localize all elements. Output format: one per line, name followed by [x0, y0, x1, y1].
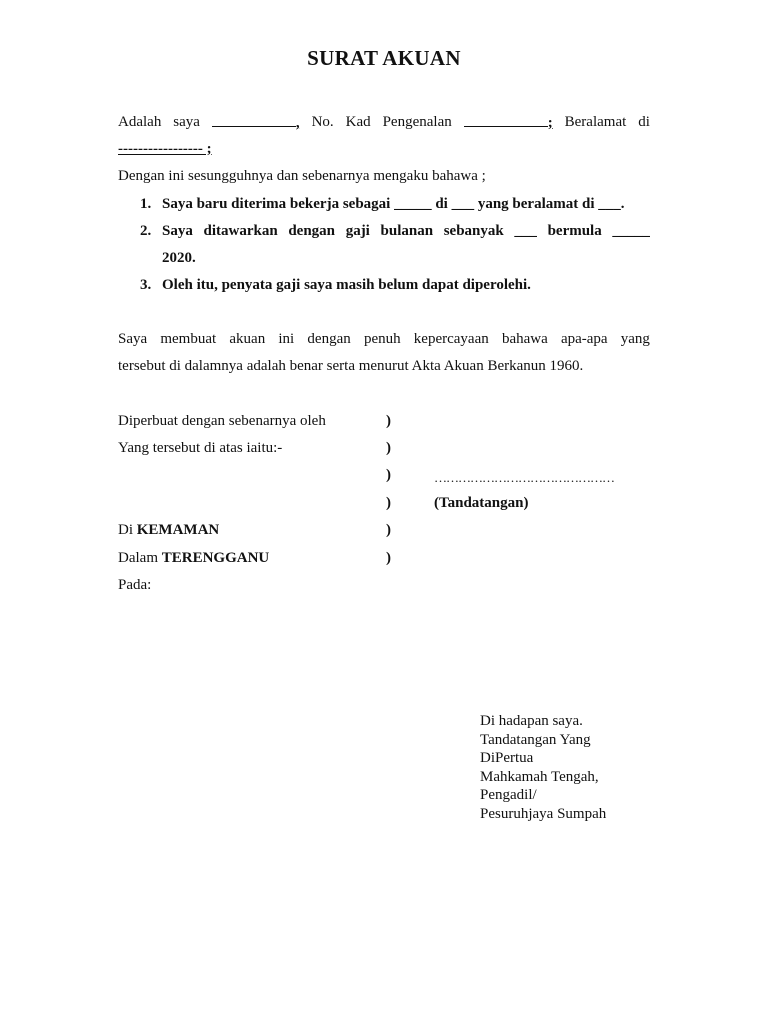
date-label: Pada:: [118, 577, 152, 593]
item-number: 2.: [140, 223, 152, 239]
paragraph-line-1: [118, 331, 650, 348]
paragraph-word: Saya: [118, 331, 148, 347]
signature-line: ………………………………………: [434, 470, 614, 485]
name-comma: ,: [295, 115, 300, 131]
paren-mark: ): [386, 550, 391, 566]
officer-line: Di hadapan saya.: [480, 713, 583, 729]
intro-word: Pengenalan: [382, 114, 452, 130]
item-word: sebanyak: [443, 223, 504, 239]
item-2-continuation: 2020.: [162, 250, 196, 266]
place-line: [118, 522, 219, 539]
paren-mark: ): [386, 522, 391, 538]
intro-word: saya: [173, 114, 200, 130]
item-word: gaji: [345, 223, 370, 239]
paragraph-word: penuh: [363, 331, 401, 347]
officer-line: DiPertua: [480, 750, 534, 766]
state-prefix: Dalam: [118, 550, 162, 566]
item-word: dengan: [288, 223, 336, 239]
item-word: Saya: [162, 223, 193, 239]
paragraph-word: akuan: [229, 331, 266, 347]
intro-line: [118, 114, 650, 132]
place-name: KEMAMAN: [136, 522, 220, 538]
paragraph-word: apa-apa: [560, 331, 608, 347]
item-3: [140, 277, 650, 294]
officer-line: Pengadil/: [480, 787, 537, 803]
item-word: bulanan: [380, 223, 434, 239]
officer-line: Mahkamah Tengah,: [480, 768, 599, 785]
paragraph-word: ini: [278, 331, 295, 347]
item-number: 1.: [140, 196, 152, 212]
state-name: TERENGGANU: [161, 550, 270, 566]
name-underline: [212, 114, 296, 127]
paragraph-line-2: tersebut di dalamnya adalah benar serta menurut Akta Akuan Berkanun 1960.: [118, 358, 584, 374]
item-2: [140, 223, 650, 240]
paragraph-word: yang: [620, 331, 650, 347]
intro-word: di: [638, 114, 650, 130]
paragraph-word: kepercayaan: [413, 331, 489, 347]
paragraph-word: bahawa: [501, 331, 548, 347]
officer-line: Tandatangan Yang: [480, 731, 591, 748]
yang-tersebut-label: Yang tersebut di atas iaitu:-: [118, 440, 283, 456]
item-word: _____: [612, 223, 650, 239]
intro-word: No.: [311, 114, 334, 130]
item-1: [140, 196, 650, 213]
ic-semicolon: ;: [547, 115, 553, 131]
paren-mark: ): [386, 467, 391, 483]
paragraph-word: membuat: [160, 331, 217, 347]
item-word: ___: [514, 223, 537, 239]
document-title: SURAT AKUAN: [307, 46, 461, 70]
declaration-text: Dengan ini sesungguhnya dan sebenarnya mengaku bahawa ;: [118, 168, 486, 184]
intro-word: Kad: [345, 114, 371, 130]
item-word: bermula: [547, 223, 602, 239]
paren-mark: ): [386, 495, 391, 511]
item-word: ditawarkan: [203, 223, 278, 239]
name-blank: [212, 114, 300, 132]
item-number: 3.: [140, 277, 152, 293]
ic-underline: [464, 114, 548, 127]
intro-word: Beralamat: [564, 114, 627, 130]
diperbuat-label: Diperbuat dengan sebenarnya oleh: [118, 413, 326, 429]
signature-caption: (Tandatangan): [434, 495, 529, 511]
place-prefix: Di: [118, 522, 137, 538]
address-blank: ----------------- ;: [118, 141, 212, 157]
paragraph-word: dengan: [307, 331, 351, 347]
item-text: Saya baru diterima bekerja sebagai _____ di ___ yang beralamat di ___.: [162, 196, 625, 212]
officer-block: [480, 712, 606, 823]
ic-blank: [464, 114, 553, 132]
item-2-line: [162, 223, 650, 240]
item-text: Oleh itu, penyata gaji saya masih belum dapat diperolehi.: [162, 277, 531, 293]
paren-mark: ): [386, 440, 391, 456]
intro-word: Adalah: [118, 114, 162, 130]
paren-mark: ): [386, 413, 391, 429]
state-line: [118, 550, 269, 567]
officer-line: Pesuruhjaya Sumpah: [480, 805, 607, 822]
